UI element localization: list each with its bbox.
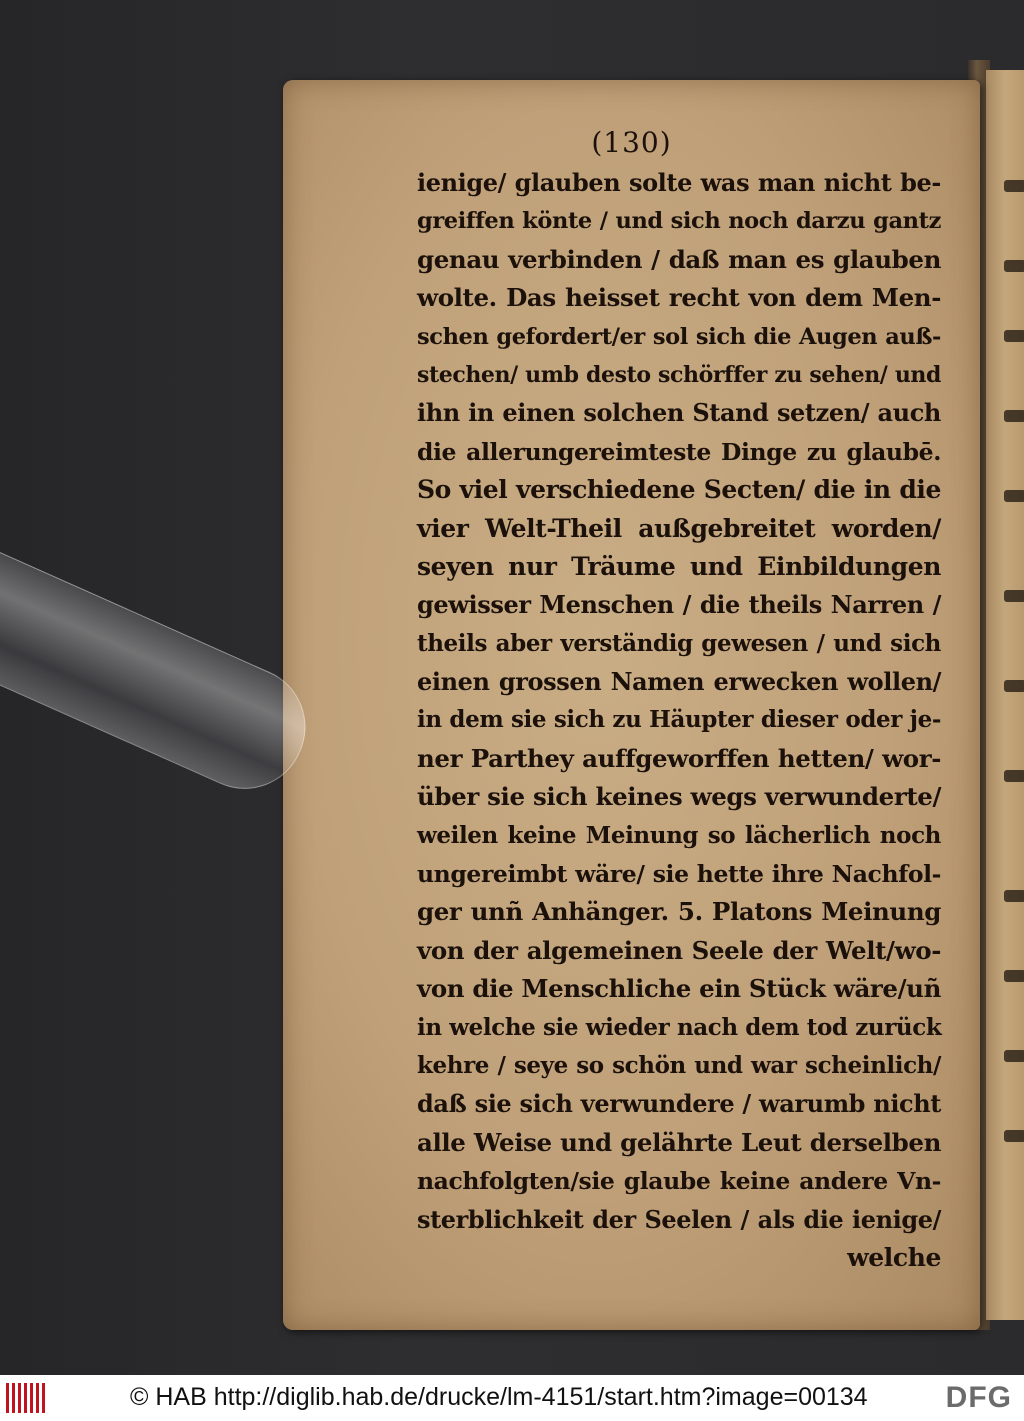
adjacent-text-fragment bbox=[1004, 260, 1024, 272]
adjacent-text-fragment bbox=[1004, 590, 1024, 602]
adjacent-text-fragment bbox=[1004, 890, 1024, 902]
text-line: sterblichkeit der Seelen / als die ienige/ bbox=[417, 1204, 941, 1234]
text-line: in welche sie wieder nach dem tod zurück bbox=[417, 1013, 942, 1041]
page-number: (130) bbox=[591, 126, 672, 159]
text-line: seyen nur Träume und Einbildungen bbox=[417, 551, 941, 581]
text-line: genau verbinden / daß man es glauben bbox=[417, 244, 941, 274]
text-line: ner Parthey auffgeworffen hetten/ wor- bbox=[417, 743, 941, 773]
text-line: So viel verschiedene Secten/ die in die bbox=[417, 475, 941, 505]
text-line: von der algemeinen Seele der Welt/wo- bbox=[417, 935, 941, 965]
text-line: nachfolgten/sie glaube keine andere Vn- bbox=[417, 1167, 941, 1196]
text-line: vier Welt-Theil außgebreitet worden/ bbox=[417, 513, 941, 543]
adjacent-page-edge bbox=[986, 70, 1024, 1320]
adjacent-text-fragment bbox=[1004, 970, 1024, 982]
adjacent-text-fragment bbox=[1004, 770, 1024, 782]
adjacent-text-fragment bbox=[1004, 330, 1024, 342]
text-line: in dem sie sich zu Häupter dieser oder je- bbox=[417, 706, 941, 734]
text-line: schen gefordert/er sol sich die Augen auß- bbox=[417, 323, 941, 350]
barcode-icon bbox=[6, 1383, 46, 1413]
text-line: von die Menschliche ein Stück wäre/uñ bbox=[417, 974, 941, 1004]
text-line: ger unñ Anhänger. 5. Platons Meinung bbox=[417, 897, 941, 927]
text-line: weilen keine Meinung so lächerlich noch bbox=[417, 821, 941, 849]
adjacent-text-fragment bbox=[1004, 180, 1024, 192]
footer-url[interactable]: © HAB http://diglib.hab.de/drucke/lm-4151/start.htm?image=00134 bbox=[130, 1383, 868, 1411]
page-text bbox=[417, 164, 941, 1277]
text-line: alle Weise und gelährte Leut derselben bbox=[417, 1127, 941, 1157]
text-line: greiffen könte / und sich noch darzu gantz bbox=[417, 208, 941, 235]
text-line: ienige/ glauben solte was man nicht be- bbox=[417, 168, 941, 197]
text-line: gewisser Menschen / die theils Narren / bbox=[417, 590, 941, 620]
adjacent-text-fragment bbox=[1004, 1130, 1024, 1142]
footer-bar bbox=[0, 1375, 1024, 1421]
text-line: kehre / seye so schön und war scheinlich/ bbox=[417, 1051, 941, 1079]
text-line: über sie sich keines wegs verwunderte/ bbox=[417, 782, 941, 812]
text-line: daß sie sich verwundere / warumb nicht bbox=[417, 1089, 941, 1119]
text-line: ihn in einen solchen Stand setzen/ auch bbox=[417, 398, 941, 428]
adjacent-text-fragment bbox=[1004, 1050, 1024, 1062]
adjacent-text-fragment bbox=[1004, 490, 1024, 502]
text-line: welche bbox=[847, 1242, 941, 1272]
text-line: einen grossen Namen erwecken wollen/ bbox=[417, 667, 941, 697]
text-line: die allerungereimteste Dinge zu glaubē. bbox=[417, 437, 941, 466]
text-line: stechen/ umb desto schörffer zu sehen/ und bbox=[417, 361, 941, 388]
text-line: theils aber verständig gewesen / und sich bbox=[417, 629, 941, 657]
adjacent-text-fragment bbox=[1004, 680, 1024, 692]
adjacent-text-fragment bbox=[1004, 410, 1024, 422]
book-page bbox=[283, 80, 980, 1330]
text-line: ungereimbt wäre/ sie hette ihre Nachfol- bbox=[417, 860, 941, 889]
dfg-logo: DFG bbox=[945, 1381, 1012, 1414]
text-line: wolte. Das heisset recht von dem Men- bbox=[417, 283, 941, 313]
